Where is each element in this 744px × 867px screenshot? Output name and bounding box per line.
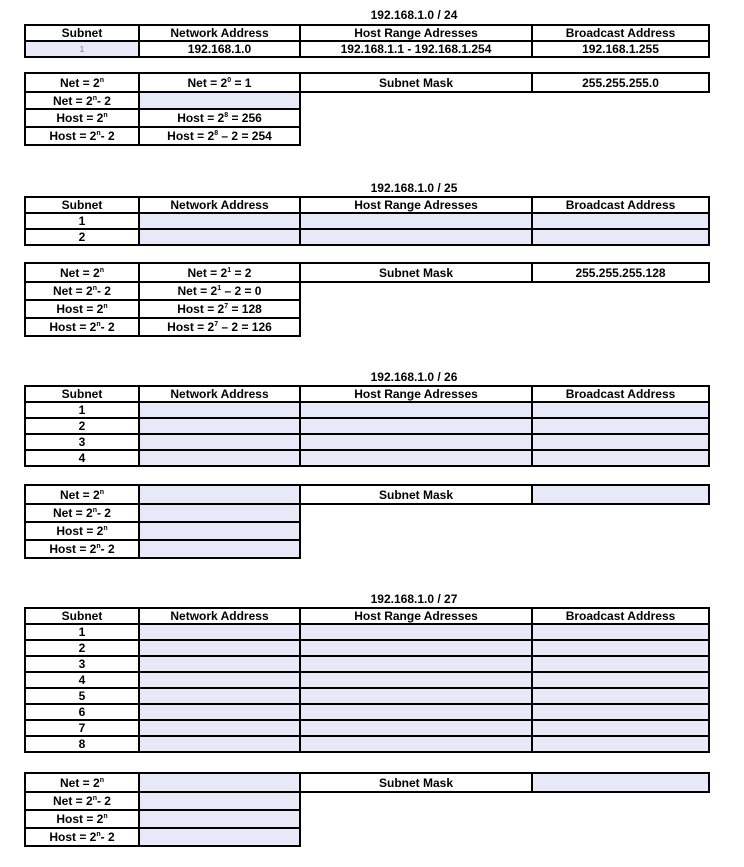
host-minus-formula: Host = $2^n-$ 2 bbox=[25, 318, 139, 336]
broadcast-input[interactable] bbox=[532, 229, 709, 245]
subnet-mask-label: Subnet Mask bbox=[300, 73, 532, 92]
header-network: Network Address bbox=[139, 25, 300, 41]
section27-calc-table bbox=[24, 772, 710, 847]
host-input[interactable] bbox=[139, 522, 300, 540]
subnet-number: 4 bbox=[25, 450, 139, 466]
section24-title: 192.168.1.0 / 24 bbox=[370, 8, 458, 22]
host-minus-formula: Host = $2^n-$ 2 bbox=[25, 127, 139, 145]
host-range-input[interactable] bbox=[300, 434, 532, 450]
network-address-input[interactable] bbox=[139, 720, 300, 736]
subnet-mask-input[interactable] bbox=[532, 485, 709, 504]
table-row bbox=[25, 688, 709, 704]
net-minus-input[interactable] bbox=[139, 92, 300, 109]
header-broadcast: Broadcast Address bbox=[532, 608, 709, 624]
net-formula: Net = $2^n$ bbox=[25, 263, 139, 282]
section27-title: 192.168.1.0 / 27 bbox=[370, 592, 458, 606]
broadcast-input[interactable] bbox=[532, 213, 709, 229]
net-minus-formula: Net = $2^n-$ 2 bbox=[25, 792, 139, 810]
subnet-number: 4 bbox=[25, 672, 139, 688]
subnet-mask-label: Subnet Mask bbox=[300, 263, 532, 282]
subnet-number: 1 bbox=[25, 213, 139, 229]
header-host-range: Host Range Adresses bbox=[300, 608, 532, 624]
table-row bbox=[25, 672, 709, 688]
host-formula: Host = $2^n$ bbox=[25, 810, 139, 828]
net-minus-input[interactable] bbox=[139, 504, 300, 522]
network-address-input[interactable] bbox=[139, 736, 300, 752]
net-formula: Net = $2^n$ bbox=[25, 773, 139, 792]
network-address-input[interactable] bbox=[139, 624, 300, 640]
subnet-mask-input[interactable] bbox=[532, 773, 709, 792]
header-broadcast: Broadcast Address bbox=[532, 197, 709, 213]
host-range-input[interactable] bbox=[300, 672, 532, 688]
header-broadcast: Broadcast Address bbox=[532, 25, 709, 41]
header-host-range: Host Range Adresses bbox=[300, 197, 532, 213]
broadcast-input[interactable] bbox=[532, 736, 709, 752]
table-row bbox=[25, 656, 709, 672]
table-row bbox=[25, 213, 709, 229]
subnet-number: 3 bbox=[25, 656, 139, 672]
host-minus-input[interactable] bbox=[139, 540, 300, 558]
host-range-input[interactable] bbox=[300, 624, 532, 640]
header-subnet: Subnet bbox=[25, 25, 139, 41]
host-formula: Host = $2^n$ bbox=[25, 109, 139, 127]
network-address-input[interactable] bbox=[139, 672, 300, 688]
broadcast-input[interactable] bbox=[532, 720, 709, 736]
subnet-number: 1 bbox=[25, 402, 139, 418]
broadcast-cell: 192.168.1.255 bbox=[532, 41, 709, 57]
broadcast-input[interactable] bbox=[532, 656, 709, 672]
broadcast-input[interactable] bbox=[532, 688, 709, 704]
subnet-mask-value: 255.255.255.0 bbox=[532, 73, 709, 92]
network-address-input[interactable] bbox=[139, 450, 300, 466]
broadcast-input[interactable] bbox=[532, 704, 709, 720]
subnet-number: 1 bbox=[25, 624, 139, 640]
subnet-mask-label: Subnet Mask bbox=[300, 485, 532, 504]
net-value: Net = $2^0 = 1$ bbox=[139, 73, 300, 92]
subnet-cell[interactable]: 1 bbox=[25, 41, 139, 57]
network-address-cell: 192.168.1.0 bbox=[139, 41, 300, 57]
table-row bbox=[25, 450, 709, 466]
net-minus-value: Net = $2^1 - 2 = 0$ bbox=[139, 282, 300, 300]
subnet-mask-value: 255.255.255.128 bbox=[532, 263, 709, 282]
host-range-input[interactable] bbox=[300, 418, 532, 434]
host-formula: Host = $2^n$ bbox=[25, 300, 139, 318]
network-address-input[interactable] bbox=[139, 418, 300, 434]
network-address-input[interactable] bbox=[139, 229, 300, 245]
host-minus-value: Host = $2^8 - 2 = 254$ bbox=[139, 127, 300, 145]
host-value: Host = $2^8 = 256$ bbox=[139, 109, 300, 127]
subnet-number: 2 bbox=[25, 229, 139, 245]
net-formula: Net = $2^n$ bbox=[25, 73, 139, 92]
host-range-input[interactable] bbox=[300, 402, 532, 418]
net-input[interactable] bbox=[139, 485, 300, 504]
broadcast-input[interactable] bbox=[532, 672, 709, 688]
table-row bbox=[25, 229, 709, 245]
host-minus-input[interactable] bbox=[139, 828, 300, 846]
section24-table bbox=[24, 24, 710, 58]
broadcast-input[interactable] bbox=[532, 418, 709, 434]
broadcast-input[interactable] bbox=[532, 640, 709, 656]
net-minus-formula: Net = $2^n-$ 2 bbox=[25, 282, 139, 300]
net-minus-formula: Net = $2^n-$ 2 bbox=[25, 92, 139, 109]
subnet-number: 2 bbox=[25, 418, 139, 434]
net-input[interactable] bbox=[139, 773, 300, 792]
header-host-range: Host Range Adresses bbox=[300, 25, 532, 41]
section24-calc-table bbox=[24, 72, 710, 146]
header-broadcast: Broadcast Address bbox=[532, 386, 709, 402]
header-network: Network Address bbox=[139, 386, 300, 402]
header-subnet: Subnet bbox=[25, 197, 139, 213]
host-range-input[interactable] bbox=[300, 720, 532, 736]
broadcast-input[interactable] bbox=[532, 434, 709, 450]
section26-title: 192.168.1.0 / 26 bbox=[370, 370, 458, 384]
network-address-input[interactable] bbox=[139, 688, 300, 704]
host-range-cell: 192.168.1.1 - 192.168.1.254 bbox=[300, 41, 532, 57]
host-minus-formula: Host = $2^n-$ 2 bbox=[25, 828, 139, 846]
section25-calc-table bbox=[24, 262, 710, 337]
host-minus-value: Host = $2^7 - 2 = 126$ bbox=[139, 318, 300, 336]
table-row bbox=[25, 736, 709, 752]
subnet-number: 6 bbox=[25, 704, 139, 720]
net-minus-formula: Net = $2^n-$ 2 bbox=[25, 504, 139, 522]
host-input[interactable] bbox=[139, 810, 300, 828]
net-formula: Net = $2^n$ bbox=[25, 485, 139, 504]
header-host-range: Host Range Adresses bbox=[300, 386, 532, 402]
subnet-number: 5 bbox=[25, 688, 139, 704]
table-row bbox=[25, 434, 709, 450]
header-network: Network Address bbox=[139, 608, 300, 624]
table-row bbox=[25, 402, 709, 418]
broadcast-input[interactable] bbox=[532, 402, 709, 418]
broadcast-input[interactable] bbox=[532, 624, 709, 640]
host-minus-formula: Host = $2^n-$ 2 bbox=[25, 540, 139, 558]
table-row bbox=[25, 640, 709, 656]
section25-table bbox=[24, 196, 710, 246]
host-range-input[interactable] bbox=[300, 640, 532, 656]
host-value: Host = $2^7 = 128$ bbox=[139, 300, 300, 318]
section26-table bbox=[24, 385, 710, 467]
table-row bbox=[25, 704, 709, 720]
section25-title: 192.168.1.0 / 25 bbox=[370, 181, 458, 195]
subnet-number: 7 bbox=[25, 720, 139, 736]
host-formula: Host = $2^n$ bbox=[25, 522, 139, 540]
network-address-input[interactable] bbox=[139, 402, 300, 418]
table-row bbox=[25, 41, 709, 57]
network-address-input[interactable] bbox=[139, 656, 300, 672]
host-range-input[interactable] bbox=[300, 688, 532, 704]
network-address-input[interactable] bbox=[139, 213, 300, 229]
host-range-input[interactable] bbox=[300, 450, 532, 466]
section27-table bbox=[24, 607, 710, 753]
host-range-input[interactable] bbox=[300, 229, 532, 245]
net-minus-input[interactable] bbox=[139, 792, 300, 810]
table-row bbox=[25, 624, 709, 640]
network-address-input[interactable] bbox=[139, 434, 300, 450]
network-address-input[interactable] bbox=[139, 704, 300, 720]
header-subnet: Subnet bbox=[25, 608, 139, 624]
host-range-input[interactable] bbox=[300, 656, 532, 672]
network-address-input[interactable] bbox=[139, 640, 300, 656]
broadcast-input[interactable] bbox=[532, 450, 709, 466]
section26-calc-table bbox=[24, 484, 710, 559]
subnet-number: 2 bbox=[25, 640, 139, 656]
subnet-number: 3 bbox=[25, 434, 139, 450]
host-range-input[interactable] bbox=[300, 736, 532, 752]
table-row bbox=[25, 418, 709, 434]
subnet-number: 8 bbox=[25, 736, 139, 752]
host-range-input[interactable] bbox=[300, 213, 532, 229]
table-row bbox=[25, 720, 709, 736]
host-range-input[interactable] bbox=[300, 704, 532, 720]
header-network: Network Address bbox=[139, 197, 300, 213]
net-value: Net = $2^1 = 2$ bbox=[139, 263, 300, 282]
subnet-mask-label: Subnet Mask bbox=[300, 773, 532, 792]
header-subnet: Subnet bbox=[25, 386, 139, 402]
